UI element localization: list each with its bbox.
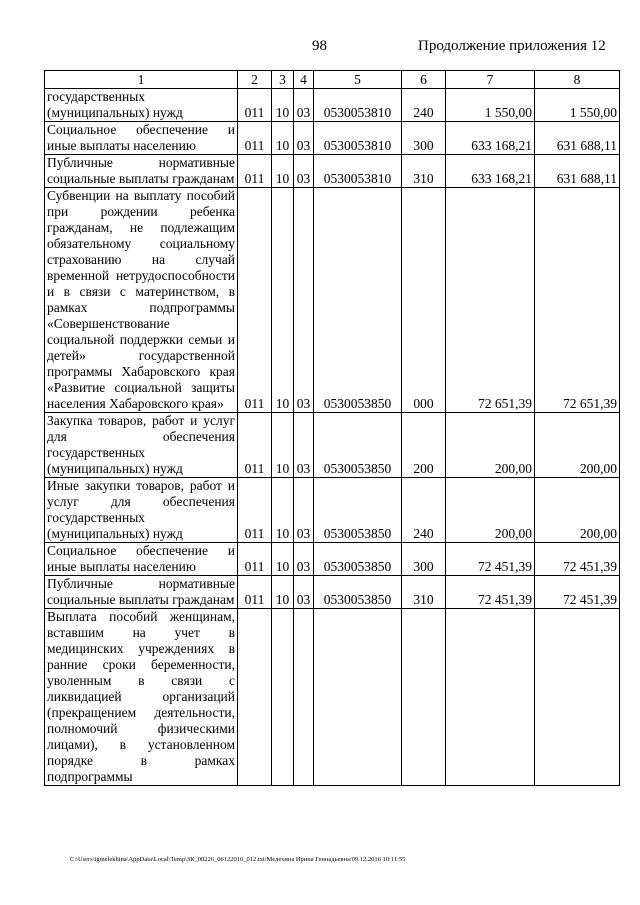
row-value-cell <box>314 609 402 786</box>
row-description-cell: Субвенции на выплату пособий при рождении ребенка гражданам, не подлежащим обязательному социальному страхованию на случай временной нетрудоспособности и в связи с материнством, в рамках подпрограммы «Совершенствование социальной поддержки семьи и детей» государственной программы Хабаровского края «Развитие социальной защиты населения Хабаровского края» <box>45 188 238 413</box>
row-value-cell: 10 <box>272 413 294 478</box>
row-value-cell <box>446 609 535 786</box>
footer-file-path: C:\Users\igmelekhina\AppData\Local\Temp\ЗК_00226_06122016_012.txt/Мелехина Ирина Геннадьевна/09.12.2016 10:11:55 <box>70 856 406 863</box>
row-description-cell: Социальное обеспечение и иные выплаты населению <box>45 543 238 576</box>
row-value-cell: 03 <box>294 89 314 122</box>
row-value-cell: 631 688,11 <box>535 155 620 188</box>
column-header: 5 <box>314 71 402 89</box>
row-value-cell: 300 <box>402 543 446 576</box>
row-value-cell: 10 <box>272 478 294 543</box>
row-value-cell: 011 <box>238 122 272 155</box>
row-value-cell: 03 <box>294 478 314 543</box>
row-value-cell: 1 550,00 <box>446 89 535 122</box>
row-value-cell: 633 168,21 <box>446 122 535 155</box>
budget-table <box>44 70 620 786</box>
row-value-cell: 310 <box>402 155 446 188</box>
row-value-cell: 03 <box>294 155 314 188</box>
row-value-cell: 011 <box>238 155 272 188</box>
row-value-cell: 03 <box>294 188 314 413</box>
row-value-cell: 200,00 <box>535 478 620 543</box>
row-description-cell: Выплата пособий женщинам, вставшим на учет в медицинских учреждениях в ранние сроки беременности, уволенным в связи с ликвидацией организаций (прекращением деятельности, полномочий физическими лицами), в установленном порядке в рамках подпрограммы <box>45 609 238 786</box>
table-row <box>45 576 620 609</box>
row-value-cell: 011 <box>238 478 272 543</box>
row-value-cell: 011 <box>238 188 272 413</box>
row-value-cell: 0530053850 <box>314 478 402 543</box>
row-value-cell: 10 <box>272 188 294 413</box>
column-header: 1 <box>45 71 238 89</box>
row-value-cell: 03 <box>294 413 314 478</box>
column-header: 3 <box>272 71 294 89</box>
row-value-cell: 03 <box>294 576 314 609</box>
table-header-row <box>45 71 620 89</box>
row-value-cell: 72 451,39 <box>535 576 620 609</box>
row-value-cell: 72 651,39 <box>446 188 535 413</box>
row-value-cell: 000 <box>402 188 446 413</box>
row-value-cell: 10 <box>272 122 294 155</box>
table-row <box>45 155 620 188</box>
row-value-cell: 10 <box>272 543 294 576</box>
row-value-cell <box>294 609 314 786</box>
row-description-cell: Закупка товаров, работ и услуг для обеспечения государственных (муниципальных) нужд <box>45 413 238 478</box>
table-row <box>45 122 620 155</box>
row-value-cell: 011 <box>238 413 272 478</box>
row-value-cell: 72 451,39 <box>446 543 535 576</box>
row-description-cell: государственных (муниципальных) нужд <box>45 89 238 122</box>
row-value-cell: 03 <box>294 122 314 155</box>
row-value-cell: 200 <box>402 413 446 478</box>
row-description-cell: Иные закупки товаров, работ и услуг для обеспечения государственных (муниципальных) нужд <box>45 478 238 543</box>
row-value-cell: 011 <box>238 576 272 609</box>
row-value-cell: 631 688,11 <box>535 122 620 155</box>
column-header: 8 <box>535 71 620 89</box>
row-value-cell: 200,00 <box>535 413 620 478</box>
row-value-cell: 10 <box>272 576 294 609</box>
row-value-cell: 0530053810 <box>314 89 402 122</box>
row-value-cell <box>272 609 294 786</box>
row-value-cell: 240 <box>402 89 446 122</box>
column-header: 6 <box>402 71 446 89</box>
row-description-cell: Социальное обеспечение и иные выплаты населению <box>45 122 238 155</box>
row-value-cell: 011 <box>238 89 272 122</box>
row-value-cell: 0530053850 <box>314 188 402 413</box>
row-value-cell: 72 451,39 <box>535 543 620 576</box>
row-value-cell: 633 168,21 <box>446 155 535 188</box>
row-value-cell: 03 <box>294 543 314 576</box>
column-header: 4 <box>294 71 314 89</box>
table-row <box>45 413 620 478</box>
row-value-cell: 0530053850 <box>314 413 402 478</box>
row-description-cell: Публичные нормативные социальные выплаты гражданам <box>45 155 238 188</box>
table-body <box>45 89 620 786</box>
row-value-cell <box>402 609 446 786</box>
row-value-cell <box>238 609 272 786</box>
row-value-cell: 0530053850 <box>314 543 402 576</box>
table-row <box>45 478 620 543</box>
row-value-cell: 10 <box>272 89 294 122</box>
row-description-cell: Публичные нормативные социальные выплаты гражданам <box>45 576 238 609</box>
row-value-cell: 011 <box>238 543 272 576</box>
column-header: 2 <box>238 71 272 89</box>
row-value-cell: 200,00 <box>446 478 535 543</box>
row-value-cell: 200,00 <box>446 413 535 478</box>
row-value-cell: 72 651,39 <box>535 188 620 413</box>
row-value-cell: 310 <box>402 576 446 609</box>
table-row <box>45 188 620 413</box>
continuation-title: Продолжение приложения 12 <box>418 38 606 54</box>
row-value-cell <box>535 609 620 786</box>
column-header: 7 <box>446 71 535 89</box>
page-number: 98 <box>312 38 327 54</box>
row-value-cell: 1 550,00 <box>535 89 620 122</box>
row-value-cell: 240 <box>402 478 446 543</box>
table-row <box>45 543 620 576</box>
row-value-cell: 300 <box>402 122 446 155</box>
row-value-cell: 0530053810 <box>314 122 402 155</box>
row-value-cell: 0530053810 <box>314 155 402 188</box>
row-value-cell: 72 451,39 <box>446 576 535 609</box>
table-row <box>45 89 620 122</box>
row-value-cell: 0530053850 <box>314 576 402 609</box>
table-row <box>45 609 620 786</box>
row-value-cell: 10 <box>272 155 294 188</box>
